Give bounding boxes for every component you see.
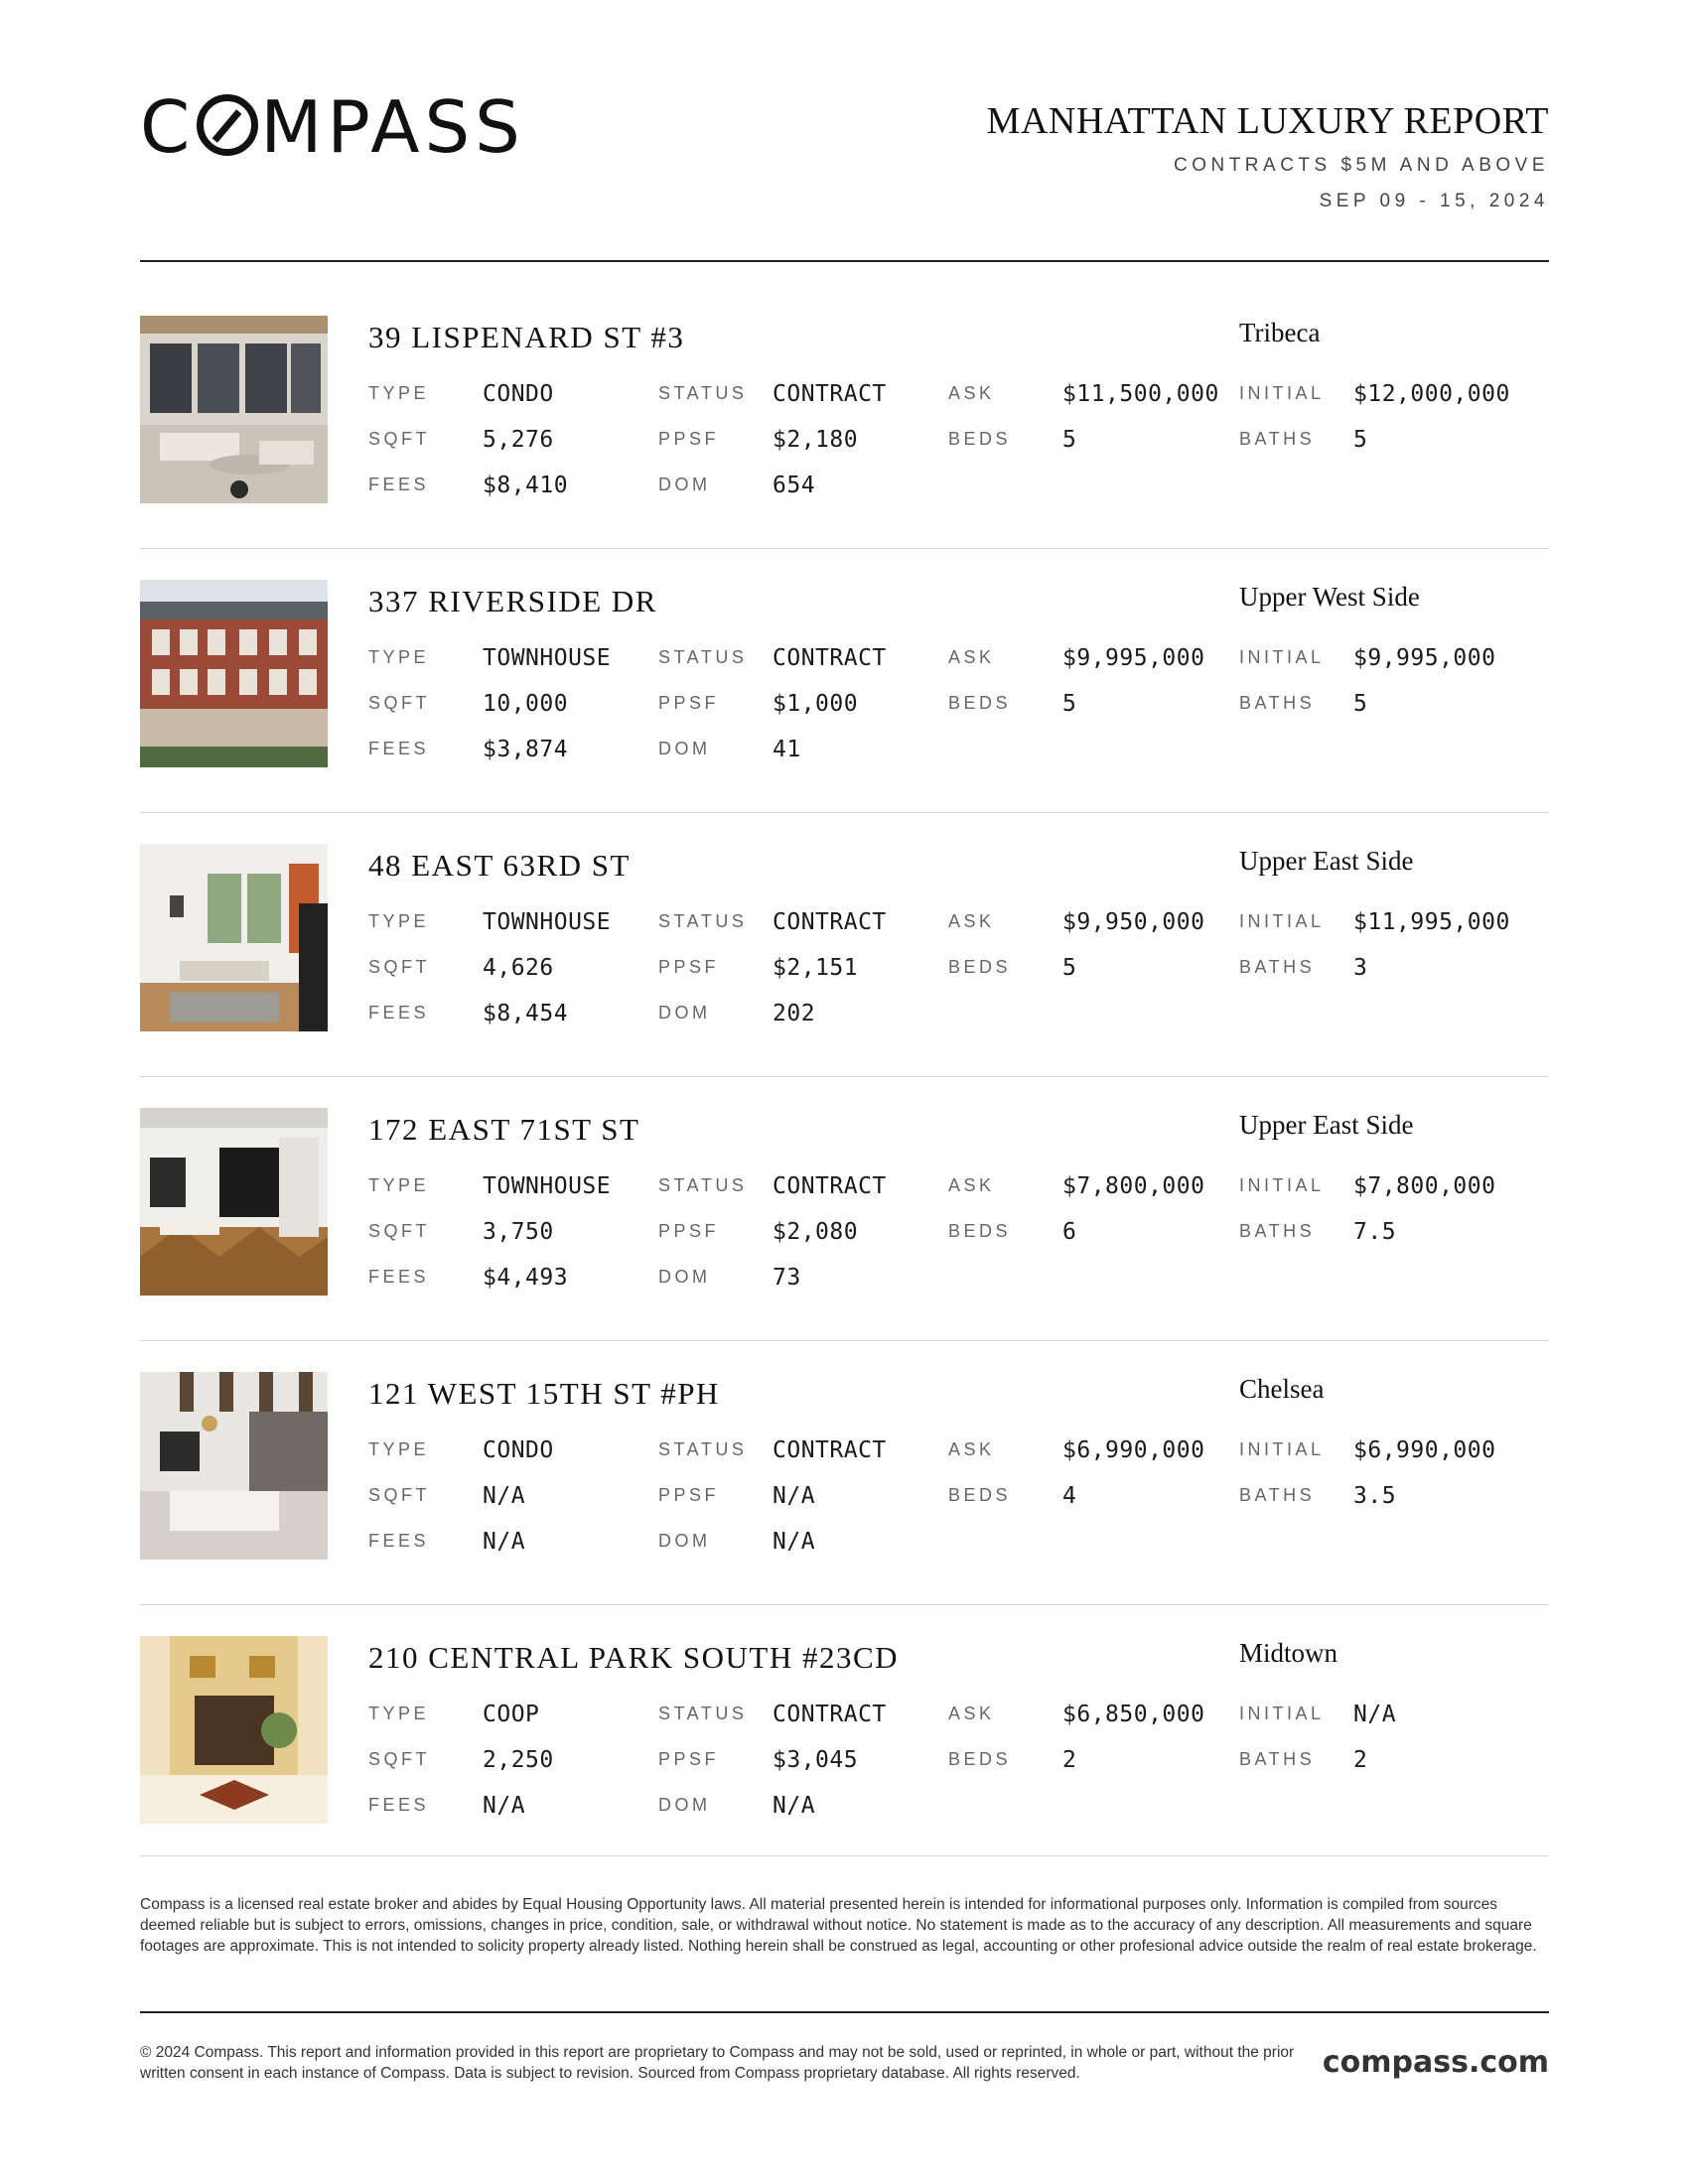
- ppsf-value: $2,151: [773, 955, 859, 981]
- type-label: TYPE: [368, 1704, 430, 1723]
- beds-label: BEDS: [948, 957, 1012, 977]
- listing-neighborhood: Chelsea: [1239, 1374, 1325, 1404]
- dom-value: N/A: [773, 1529, 816, 1555]
- beds-value: 5: [1062, 955, 1077, 981]
- type-value: COOP: [483, 1702, 540, 1727]
- sqft-value: N/A: [483, 1483, 526, 1509]
- status-label: STATUS: [658, 911, 748, 931]
- listing-divider: [140, 1604, 1549, 1605]
- baths-value: 3: [1353, 955, 1368, 981]
- initial-value: $6,990,000: [1353, 1437, 1496, 1463]
- ppsf-value: $1,000: [773, 691, 859, 717]
- dom-value: 654: [773, 473, 816, 498]
- listing-address[interactable]: 210 CENTRAL PARK SOUTH #23CD: [368, 1640, 900, 1675]
- status-label: STATUS: [658, 1439, 748, 1459]
- listing-row-1: [140, 316, 1549, 504]
- listings-end-divider: [140, 1855, 1549, 1856]
- initial-label: INITIAL: [1239, 383, 1325, 403]
- fees-value: N/A: [483, 1793, 526, 1819]
- beds-value: 5: [1062, 427, 1077, 453]
- type-value: CONDO: [483, 381, 554, 407]
- type-value: CONDO: [483, 1437, 554, 1463]
- dom-label: DOM: [658, 1795, 711, 1815]
- sqft-label: SQFT: [368, 1749, 430, 1769]
- brick-townhouse-facade-photo[interactable]: [140, 580, 328, 767]
- listing-row-3: [140, 844, 1549, 1032]
- beds-value: 6: [1062, 1219, 1077, 1245]
- baths-label: BATHS: [1239, 1221, 1316, 1241]
- type-label: TYPE: [368, 1175, 430, 1195]
- ask-value: $6,850,000: [1062, 1702, 1205, 1727]
- dom-label: DOM: [658, 1531, 711, 1551]
- listing-neighborhood: Upper East Side: [1239, 1110, 1414, 1140]
- ppsf-label: PPSF: [658, 429, 720, 449]
- listing-neighborhood: Tribeca: [1239, 318, 1321, 347]
- listing-row-4: [140, 1108, 1549, 1297]
- baths-label: BATHS: [1239, 957, 1316, 977]
- listing-row-6: [140, 1636, 1549, 1825]
- ask-label: ASK: [948, 911, 995, 931]
- sqft-label: SQFT: [368, 1485, 430, 1505]
- beds-label: BEDS: [948, 1485, 1012, 1505]
- type-label: TYPE: [368, 383, 430, 403]
- sqft-value: 5,276: [483, 427, 554, 453]
- loft-living-room-photo[interactable]: [140, 316, 328, 503]
- beds-label: BEDS: [948, 1221, 1012, 1241]
- listing-neighborhood: Upper East Side: [1239, 846, 1414, 876]
- initial-value: N/A: [1353, 1702, 1397, 1727]
- ask-value: $9,995,000: [1062, 645, 1205, 671]
- initial-label: INITIAL: [1239, 1175, 1325, 1195]
- dom-label: DOM: [658, 739, 711, 758]
- ppsf-label: PPSF: [658, 1485, 720, 1505]
- ppsf-value: $2,080: [773, 1219, 859, 1245]
- beds-label: BEDS: [948, 693, 1012, 713]
- ppsf-label: PPSF: [658, 693, 720, 713]
- type-value: TOWNHOUSE: [483, 909, 612, 935]
- ppsf-label: PPSF: [658, 957, 720, 977]
- listing-address[interactable]: 337 RIVERSIDE DR: [368, 584, 657, 618]
- initial-value: $12,000,000: [1353, 381, 1510, 407]
- sqft-label: SQFT: [368, 1221, 430, 1241]
- ask-value: $6,990,000: [1062, 1437, 1205, 1463]
- fees-label: FEES: [368, 1003, 430, 1023]
- type-label: TYPE: [368, 647, 430, 667]
- compass-logo: [140, 85, 525, 169]
- listing-row-2: [140, 580, 1549, 768]
- fees-value: $4,493: [483, 1265, 569, 1291]
- baths-label: BATHS: [1239, 693, 1316, 713]
- initial-label: INITIAL: [1239, 1704, 1325, 1723]
- initial-label: INITIAL: [1239, 647, 1325, 667]
- baths-label: BATHS: [1239, 1485, 1316, 1505]
- fees-label: FEES: [368, 1531, 430, 1551]
- baths-value: 2: [1353, 1747, 1368, 1773]
- listing-divider: [140, 812, 1549, 813]
- compass-o-icon: [197, 94, 258, 156]
- baths-value: 3.5: [1353, 1483, 1397, 1509]
- baths-value: 5: [1353, 691, 1368, 717]
- ppsf-label: PPSF: [658, 1221, 720, 1241]
- website-link[interactable]: compass.com: [1322, 2045, 1549, 2080]
- type-label: TYPE: [368, 1439, 430, 1459]
- ask-value: $7,800,000: [1062, 1173, 1205, 1199]
- ppsf-value: $2,180: [773, 427, 859, 453]
- status-value: CONTRACT: [773, 1173, 887, 1199]
- copyright-notice: © 2024 Compass. This report and information provided in this report are proprietary to Compass and may not be sold, used or reprinted, in whole or part, without the prior written consent in each instance of Compass. Data is subject to revision. Sourced from Compass proprietary database. All rights reserved.: [140, 2044, 1295, 2082]
- dom-value: 73: [773, 1265, 801, 1291]
- ppsf-value: $3,045: [773, 1747, 859, 1773]
- listing-divider: [140, 1076, 1549, 1077]
- dom-value: 41: [773, 737, 801, 762]
- penthouse-beamed-living-photo[interactable]: [140, 1372, 328, 1560]
- logo-text-right: MPASS: [260, 85, 525, 169]
- listing-neighborhood: Upper West Side: [1239, 582, 1420, 612]
- sqft-value: 4,626: [483, 955, 554, 981]
- dom-label: DOM: [658, 1267, 711, 1287]
- type-label: TYPE: [368, 911, 430, 931]
- beds-label: BEDS: [948, 429, 1012, 449]
- type-value: TOWNHOUSE: [483, 645, 612, 671]
- status-value: CONTRACT: [773, 1437, 887, 1463]
- fees-value: $3,874: [483, 737, 569, 762]
- initial-value: $9,995,000: [1353, 645, 1496, 671]
- fees-label: FEES: [368, 1795, 430, 1815]
- status-label: STATUS: [658, 647, 748, 667]
- ask-label: ASK: [948, 647, 995, 667]
- beds-label: BEDS: [948, 1749, 1012, 1769]
- sqft-label: SQFT: [368, 429, 430, 449]
- sqft-label: SQFT: [368, 693, 430, 713]
- ask-label: ASK: [948, 1175, 995, 1195]
- report-subtitle: CONTRACTS $5M AND ABOVE: [1173, 155, 1549, 176]
- type-value: TOWNHOUSE: [483, 1173, 612, 1199]
- baths-label: BATHS: [1239, 1749, 1316, 1769]
- ask-label: ASK: [948, 1439, 995, 1459]
- initial-value: $7,800,000: [1353, 1173, 1496, 1199]
- listing-divider: [140, 548, 1549, 549]
- baths-value: 7.5: [1353, 1219, 1397, 1245]
- status-value: CONTRACT: [773, 645, 887, 671]
- baths-label: BATHS: [1239, 429, 1316, 449]
- status-label: STATUS: [658, 383, 748, 403]
- footer-divider: [140, 2011, 1549, 2013]
- ppsf-value: N/A: [773, 1483, 816, 1509]
- status-label: STATUS: [658, 1704, 748, 1723]
- report-title: MANHATTAN LUXURY REPORT: [986, 100, 1549, 142]
- listing-address[interactable]: 121 WEST 15TH ST #PH: [368, 1376, 720, 1411]
- fees-label: FEES: [368, 739, 430, 758]
- ppsf-label: PPSF: [658, 1749, 720, 1769]
- fees-label: FEES: [368, 1267, 430, 1287]
- dom-label: DOM: [658, 1003, 711, 1023]
- dom-label: DOM: [658, 475, 711, 494]
- listing-neighborhood: Midtown: [1239, 1638, 1338, 1668]
- ask-label: ASK: [948, 383, 995, 403]
- gold-foyer-photo[interactable]: [140, 1636, 328, 1824]
- fees-label: FEES: [368, 475, 430, 494]
- listing-row-5: [140, 1372, 1549, 1561]
- baths-value: 5: [1353, 427, 1368, 453]
- beds-value: 2: [1062, 1747, 1077, 1773]
- beds-value: 5: [1062, 691, 1077, 717]
- sqft-value: 3,750: [483, 1219, 554, 1245]
- initial-value: $11,995,000: [1353, 909, 1510, 935]
- legal-disclaimer: Compass is a licensed real estate broker and abides by Equal Housing Opportunity laws. All material presented herein is intended for informational purposes only. Information is compiled from sources deemed reliable but is subject to errors, omissions, changes in price, condition, sale, or withdrawal without notice. No statement is made as to the accuracy of any description. All measurements and square footages are approximate. This is not intended to solicity property already listed. Nothing herein shall be construed as legal, accounting or other profesional advice outside the realm of real estate brokerage.: [140, 1896, 1537, 1955]
- ask-value: $11,500,000: [1062, 381, 1219, 407]
- listing-address[interactable]: 172 EAST 71ST ST: [368, 1112, 640, 1147]
- dom-value: 202: [773, 1001, 816, 1026]
- status-value: CONTRACT: [773, 381, 887, 407]
- dom-value: N/A: [773, 1793, 816, 1819]
- status-value: CONTRACT: [773, 909, 887, 935]
- sqft-value: 2,250: [483, 1747, 554, 1773]
- report-date-range: SEP 09 - 15, 2024: [1319, 191, 1549, 211]
- sqft-label: SQFT: [368, 957, 430, 977]
- header-divider: [140, 260, 1549, 262]
- listing-address[interactable]: 48 EAST 63RD ST: [368, 848, 631, 883]
- ask-label: ASK: [948, 1704, 995, 1723]
- fees-value: $8,410: [483, 473, 569, 498]
- listing-divider: [140, 1340, 1549, 1341]
- fees-value: $8,454: [483, 1001, 569, 1026]
- logo-text-left: C: [140, 85, 196, 169]
- report-page: [140, 0, 1549, 2184]
- fees-value: N/A: [483, 1529, 526, 1555]
- herringbone-floor-parlor-photo[interactable]: [140, 1108, 328, 1296]
- listing-address[interactable]: 39 LISPENARD ST #3: [368, 320, 685, 354]
- status-label: STATUS: [658, 1175, 748, 1195]
- ask-value: $9,950,000: [1062, 909, 1205, 935]
- sqft-value: 10,000: [483, 691, 569, 717]
- status-value: CONTRACT: [773, 1702, 887, 1727]
- beds-value: 4: [1062, 1483, 1077, 1509]
- white-living-room-photo[interactable]: [140, 844, 328, 1031]
- initial-label: INITIAL: [1239, 1439, 1325, 1459]
- initial-label: INITIAL: [1239, 911, 1325, 931]
